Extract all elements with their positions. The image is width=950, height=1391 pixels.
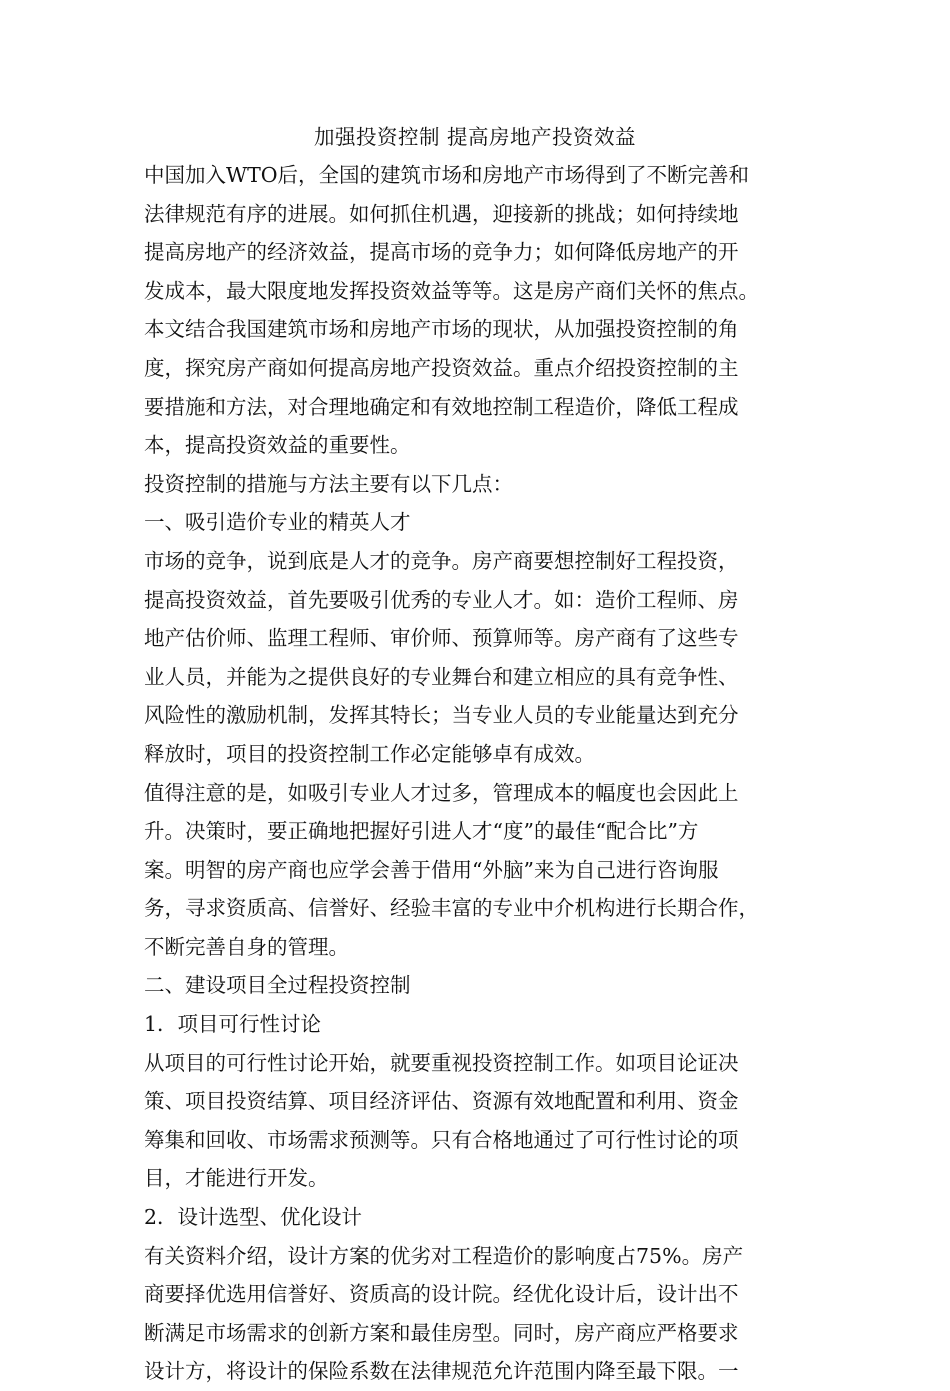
text-line: 不断完善自身的管理。 bbox=[144, 934, 349, 959]
text-line: 本文结合我国建筑市场和房地产市场的现状，从加强投资控制的角 bbox=[144, 317, 739, 342]
text-line: 务，寻求资质高、信誉好、经验丰富的专业中介机构进行长期合作， bbox=[144, 896, 759, 921]
text-line: 值得注意的是，如吸引专业人才过多，管理成本的幅度也会因此上 bbox=[144, 780, 739, 805]
section-heading: 二、建设项目全过程投资控制 bbox=[144, 973, 411, 998]
text-line: 法律规范有序的进展。如何抓住机遇，迎接新的挑战；如何持续地 bbox=[144, 201, 739, 226]
document-title: 加强投资控制 提高房地产投资效益 bbox=[313, 125, 636, 149]
text-line: 地产估价师、监理工程师、审价师、预算师等。房产商有了这些专 bbox=[144, 626, 739, 651]
text-line: 筹集和回收、市场需求预测等。只有合格地通过了可行性讨论的项 bbox=[144, 1127, 739, 1152]
text-line: 中国加入WTO后，全国的建筑市场和房地产市场得到了不断完善和 bbox=[144, 163, 750, 187]
text-line: 设计方，将设计的保险系数在法律规范允许范围内降至最下限。一 bbox=[144, 1359, 739, 1384]
text-line: 提高投资效益，首先要吸引优秀的专业人才。如：造价工程师、房 bbox=[144, 587, 739, 612]
text-line: 案。明智的房产商也应学会善于借用“外脑”来为自己进行咨询服 bbox=[144, 857, 719, 882]
text-line: 目，才能进行开发。 bbox=[144, 1166, 329, 1191]
text-line: 本，提高投资效益的重要性。 bbox=[144, 433, 411, 458]
text-line: 风险性的激励机制，发挥其特长；当专业人员的专业能量达到充分 bbox=[144, 703, 739, 728]
subsection-heading: 1．项目可行性讨论 bbox=[144, 1012, 322, 1037]
text-line: 释放时，项目的投资控制工作必定能够卓有成效。 bbox=[144, 741, 595, 766]
text-line: 策、项目投资结算、项目经济评估、资源有效地配置和利用、资金 bbox=[144, 1089, 739, 1114]
document-text bbox=[144, 156, 806, 1391]
text-line: 要措施和方法，对合理地确定和有效地控制工程造价，降低工程成 bbox=[144, 394, 739, 419]
text-line: 有关资料介绍，设计方案的优劣对工程造价的影响度占75%。房产 bbox=[144, 1243, 744, 1268]
text-line: 断满足市场需求的创新方案和最佳房型。同时，房产商应严格要求 bbox=[144, 1320, 739, 1345]
text-line: 发成本，最大限度地发挥投资效益等等。这是房产商们关怀的焦点。 bbox=[144, 278, 759, 303]
text-line: 提高房地产的经济效益，提高市场的竞争力；如何降低房地产的开 bbox=[144, 240, 739, 265]
text-line: 投资控制的措施与方法主要有以下几点： bbox=[144, 471, 513, 496]
text-line: 从项目的可行性讨论开始，就要重视投资控制工作。如项目论证决 bbox=[144, 1050, 739, 1075]
text-line: 升。决策时，要正确地把握好引进人才“度”的最佳“配合比”方 bbox=[144, 819, 699, 844]
text-line: 业人员，并能为之提供良好的专业舞台和建立相应的具有竞争性、 bbox=[144, 664, 739, 689]
text-line: 度，探究房产商如何提高房地产投资效益。重点介绍投资控制的主 bbox=[144, 355, 739, 380]
text-line: 市场的竞争，说到底是人才的竞争。房产商要想控制好工程投资， bbox=[144, 548, 739, 573]
text-line: 商要择优选用信誉好、资质高的设计院。经优化设计后，设计出不 bbox=[144, 1282, 739, 1307]
section-heading: 一、吸引造价专业的精英人才 bbox=[144, 510, 411, 535]
subsection-heading: 2．设计选型、优化设计 bbox=[144, 1205, 363, 1230]
document-body bbox=[144, 118, 806, 1391]
